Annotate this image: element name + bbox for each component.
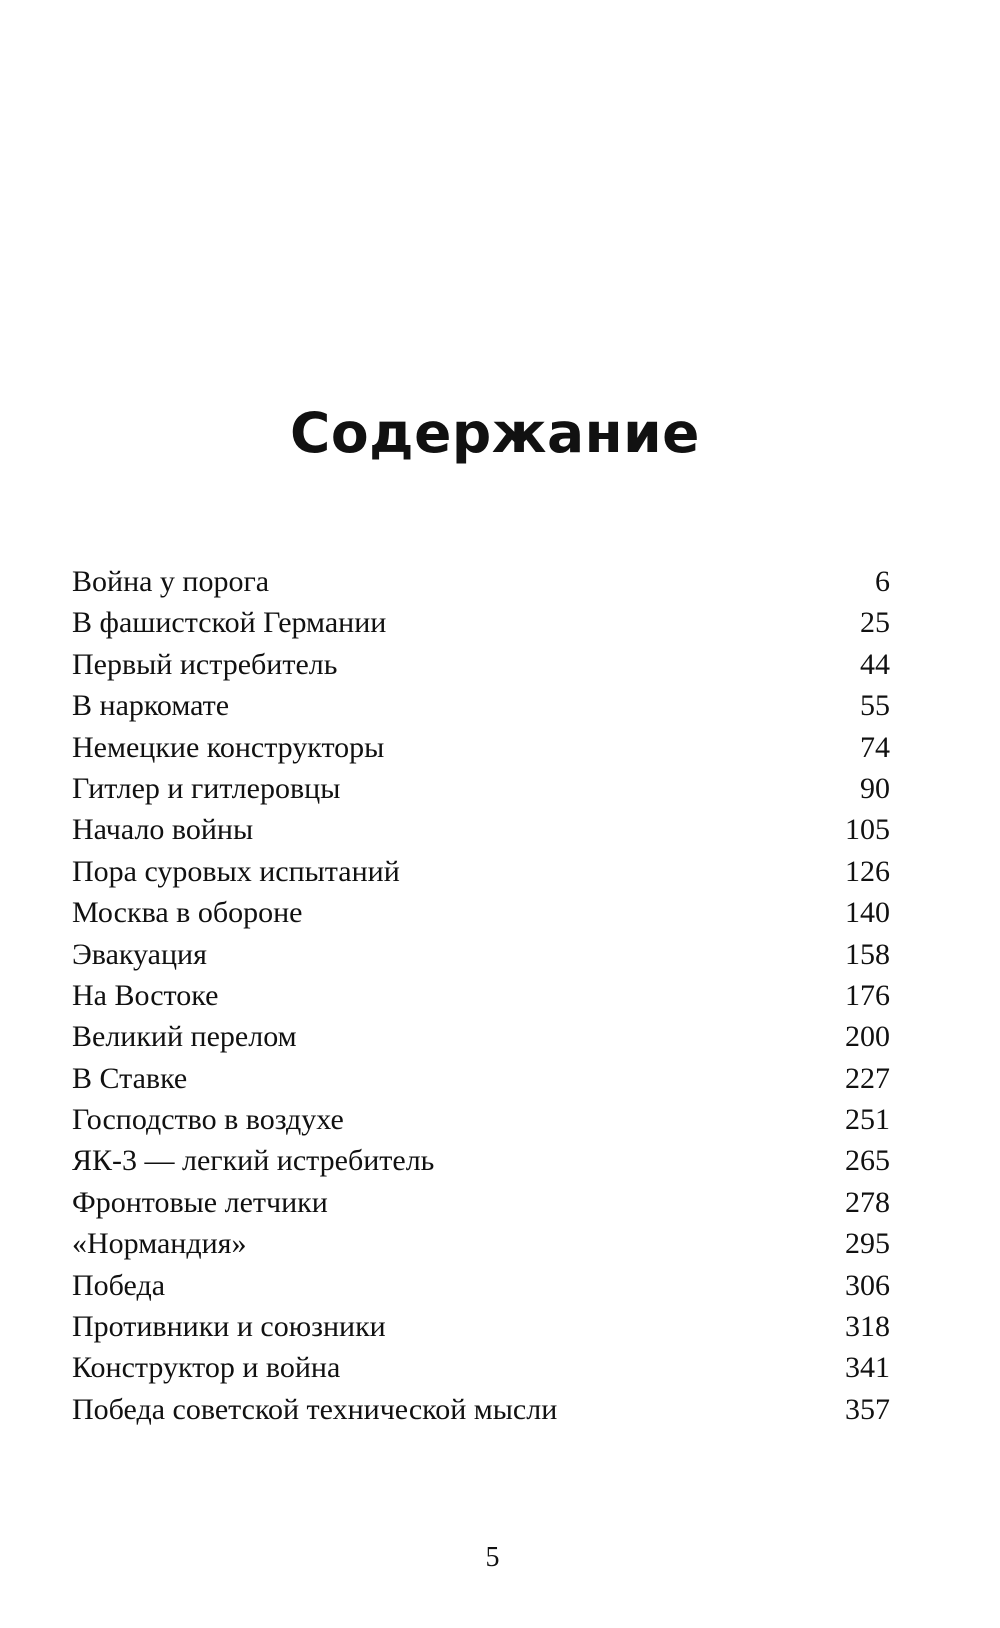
toc-entry	[72, 1223, 890, 1264]
toc-entry-title: Москва в обороне	[72, 896, 303, 930]
toc-entry	[72, 1016, 890, 1057]
toc-entry	[72, 1099, 890, 1140]
toc-entry-title: Противники и союзники	[72, 1310, 386, 1344]
toc-entry-title: «Нормандия»	[72, 1227, 247, 1261]
toc-entry-title: Победа	[72, 1268, 166, 1302]
toc-entry-page: 176	[845, 978, 890, 1012]
toc-entry-title: Фронтовые летчики	[72, 1185, 328, 1219]
toc-entry-page: 318	[845, 1310, 890, 1344]
toc-entry-title: Начало войны	[72, 813, 254, 847]
toc-entry-title: Эвакуация	[72, 937, 207, 971]
toc-entry	[72, 685, 890, 726]
toc-entry	[72, 561, 890, 602]
toc-entry-page: 158	[845, 937, 890, 971]
page-title: Содержание	[290, 401, 700, 465]
toc-entry-page: 278	[845, 1185, 890, 1219]
toc-entry-page: 126	[845, 854, 890, 888]
toc-entry-title: Победа советской технической мысли	[72, 1392, 558, 1426]
toc-entry-title: Господство в воздухе	[72, 1103, 344, 1137]
toc-entry	[72, 602, 890, 643]
toc-entry-title: Первый истребитель	[72, 647, 338, 681]
toc-entry	[72, 892, 890, 933]
toc-entry-page: 357	[845, 1392, 890, 1426]
toc-entry-title: Немецкие конструкторы	[72, 730, 385, 764]
toc-entry-title: Война у порога	[72, 565, 270, 598]
toc-entry-title: Конструктор и война	[72, 1351, 341, 1385]
toc-entry	[72, 1265, 890, 1306]
toc-entry-page: 44	[860, 647, 890, 681]
toc-entry-title: Великий перелом	[72, 1020, 297, 1054]
toc-entry	[72, 1347, 890, 1388]
toc-entry	[72, 975, 890, 1016]
toc-entry	[72, 851, 890, 892]
toc-entry-page: 140	[845, 896, 890, 930]
toc-entry-page: 306	[845, 1268, 890, 1302]
toc-entry	[72, 1182, 890, 1223]
toc-entry-title: ЯК-3 — легкий истребитель	[72, 1144, 435, 1178]
toc-entry-title: На Востоке	[72, 978, 219, 1012]
toc-entry-page: 74	[860, 730, 890, 764]
toc-entry-page: 251	[845, 1103, 890, 1137]
toc-entry	[72, 768, 890, 809]
toc-entry-title: В фашистской Германии	[72, 606, 387, 640]
toc-entry	[72, 727, 890, 768]
toc-entry-title: Гитлер и гитлеровцы	[72, 771, 341, 805]
toc-entry-page: 6	[875, 565, 890, 598]
toc-entry	[72, 1389, 890, 1430]
toc-entry-title: В наркомате	[72, 689, 230, 723]
toc-entry	[72, 1058, 890, 1099]
toc-entry-page: 105	[845, 813, 890, 847]
toc-entry-title: В Ставке	[72, 1061, 188, 1095]
toc-entry-page: 200	[845, 1020, 890, 1054]
toc-entry-title: Пора суровых испытаний	[72, 854, 400, 888]
toc-entry	[72, 1306, 890, 1347]
toc-entry-page: 265	[845, 1144, 890, 1178]
toc-entry-page: 90	[860, 771, 890, 805]
toc-entry	[72, 1140, 890, 1181]
toc-entry-page: 341	[845, 1351, 890, 1385]
toc-entry	[72, 644, 890, 685]
table-of-contents	[72, 561, 890, 1430]
toc-entry-page: 295	[845, 1227, 890, 1261]
page-number: 5	[485, 1542, 500, 1573]
toc-entry-page: 227	[845, 1061, 890, 1095]
toc-entry-page: 25	[860, 606, 890, 640]
toc-entry	[72, 934, 890, 975]
toc-entry-page: 55	[860, 689, 890, 723]
toc-entry	[72, 809, 890, 850]
